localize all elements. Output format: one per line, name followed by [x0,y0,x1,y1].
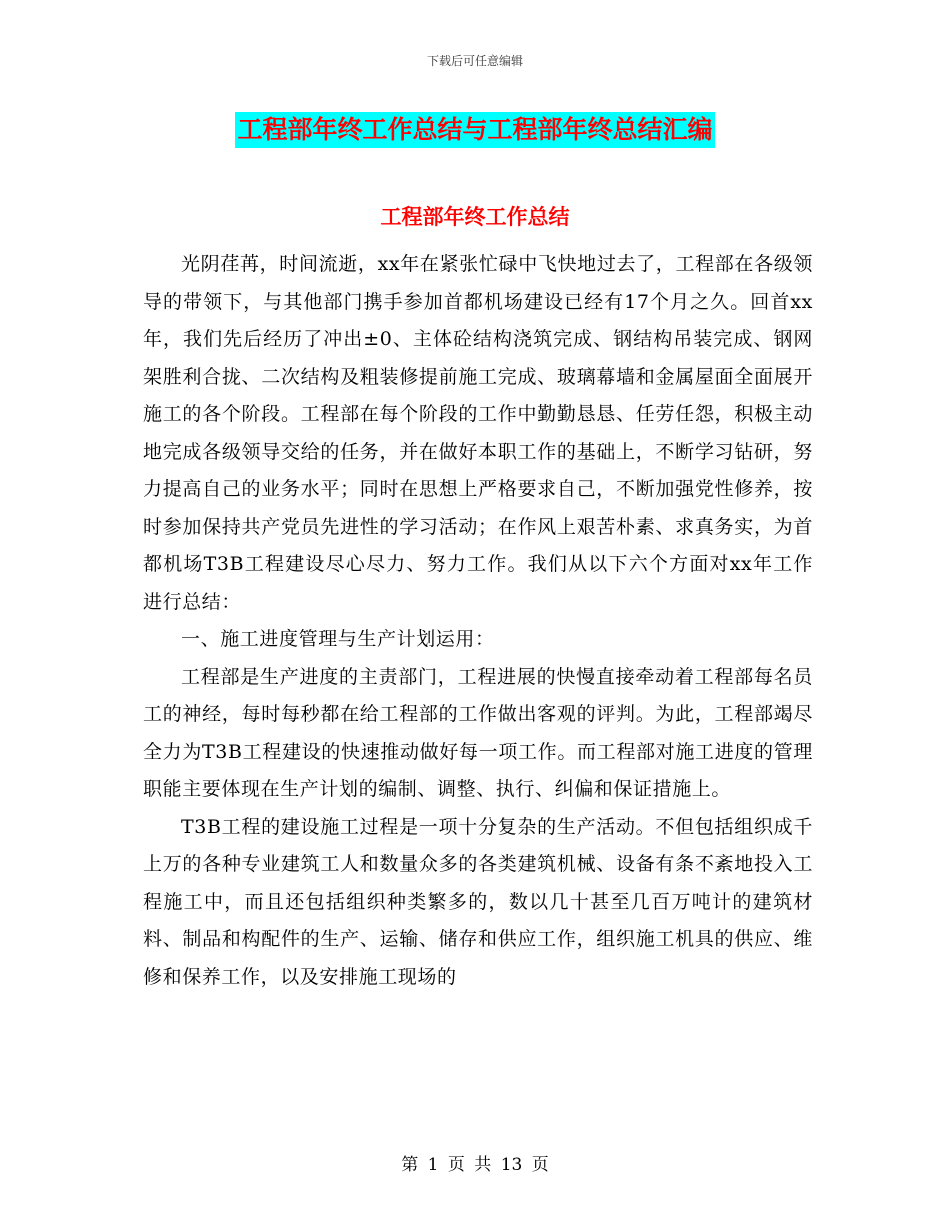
paragraph-heading-1: 一、施工进度管理与生产计划运用： [181,628,495,650]
document-body [143,246,813,996]
main-title-container [0,112,950,148]
paragraph-intro: 光阴荏苒，时间流逝，xx年在紧张忙碌中飞快地过去了，工程部在各级领导的带领下，与其他部门携手参加首都机场建设已经有17个月之久。回首xx年，我们先后经历了冲出±0、主体砼结构浇筑完成、钢结构吊装完成、钢网架胜利合拢、二次结构及粗装修提前施工完成、玻璃幕墙和金属屋面全面展开施工的各个阶段。工程部在每个阶段的工作中勤勤恳恳、任劳任怨，积极主动地完成各级领导交给的任务，并在做好本职工作的基础上，不断学习钻研，努力提高自己的业务水平；同时在思想上严格要求自己，不断加强党性修养，按时参加保持共产党员先进性的学习活动；在作风上艰苦朴素、求真务实，为首都机场T3B工程建设尽心尽力、努力工作。我们从以下六个方面对xx年工作进行总结： [143,253,813,613]
paragraph-construction: T3B工程的建设施工过程是一项十分复杂的生产活动。不但包括组织成千上万的各种专业建筑工人和数量众多的各类建筑机械、设备有条不紊地投入工程施工中，而且还包括组织种类繁多的，数以几十甚至几百万吨计的建筑材料、制品和构配件的生产、运输、储存和供应工作，组织施工机具的供应、维修和保养工作，以及安排施工现场的 [143,815,813,988]
paragraph-progress: 工程部是生产进度的主责部门，工程进展的快慢直接牵动着工程部每名员工的神经，每时每秒都在给工程部的工作做出客观的评判。为此，工程部竭尽全力为T3B工程建设的快速推动做好每一项工作。而工程部对施工进度的管理职能主要体现在生产计划的编制、调整、执行、纠偏和保证措施上。 [143,665,813,800]
page-footer: 第 1 页 共 13 页 [401,1155,549,1175]
section-title: 工程部年终工作总结 [380,204,570,229]
page-header-note: 下载后可任意编辑 [426,54,523,68]
main-title: 工程部年终工作总结与工程部年终总结汇编 [235,112,714,148]
